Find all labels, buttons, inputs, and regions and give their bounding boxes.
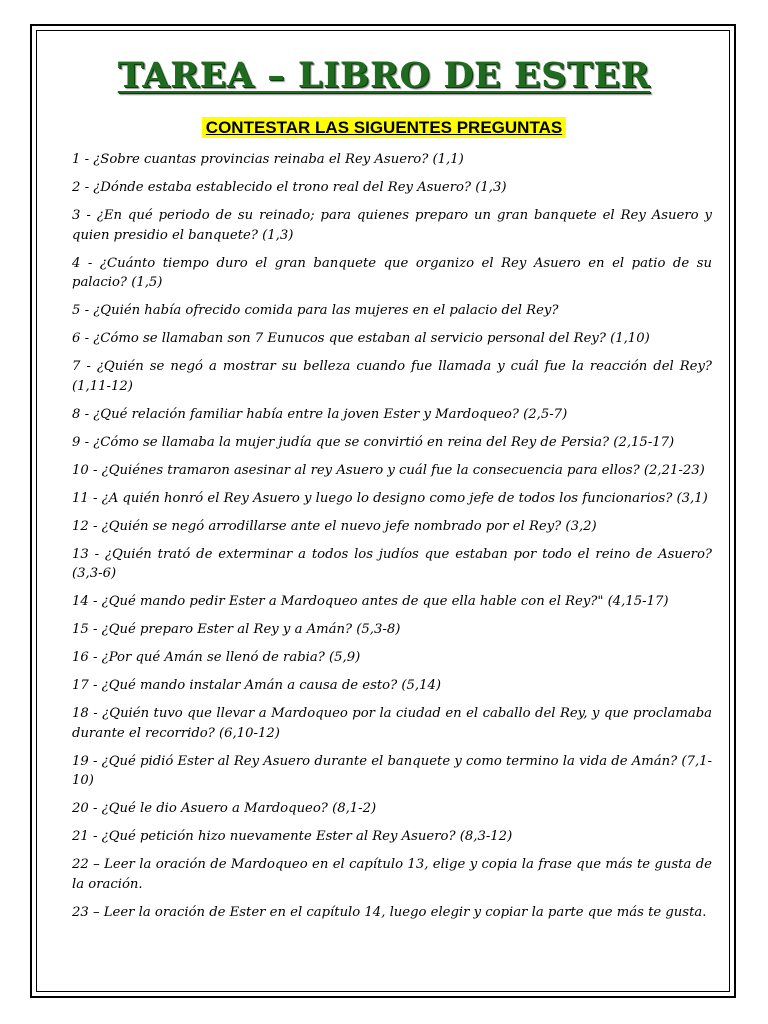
question-item: 7 - ¿Quién se negó a mostrar su belleza cuando fue llamada y cuál fue la reacción del Rey? (1,11-12) — [72, 359, 712, 394]
question-item: 16 - ¿Por qué Amán se llenó de rabia? (5,9) — [72, 650, 361, 665]
question-item: 19 - ¿Qué pidió Ester al Rey Asuero durante el banquete y como termino la vida de Amán? (7,1-10) — [72, 753, 712, 788]
question-item: 8 - ¿Qué relación familiar había entre la joven Ester y Mardoqueo? (2,5-7) — [72, 406, 568, 422]
question-item: 3 - ¿En qué periodo de su reinado; para quienes preparo un gran banquete el Rey Asuero y quien presidio el banquete? (1,3) — [72, 208, 712, 243]
question-item: 10 - ¿Quiénes tramaron asesinar al rey Asuero y cuál fue la consecuencia para ellos? (2,21-23) — [72, 462, 705, 478]
question-item: 13 - ¿Quién trató de exterminar a todos los judíos que estaban por todo el reino de Asuero? (3,3-6) — [72, 546, 712, 581]
page-subtitle: CONTESTAR LAS SIGUENTES PREGUNTAS — [202, 117, 566, 138]
question-item: 14 - ¿Qué mando pedir Ester a Mardoqueo antes de que ella hable con el Rey?" (4,15-17) — [72, 594, 669, 609]
question-item: 21 - ¿Qué petición hizo nuevamente Ester al Rey Asuero? (8,3-12) — [72, 829, 513, 844]
question-item: 9 - ¿Cómo se llamaba la mujer judía que se convirtió en reina del Rey de Persia? (2,15-17) — [72, 434, 675, 450]
question-list — [72, 150, 712, 931]
question-item: 11 - ¿A quién honró el Rey Asuero y luego lo designo como jefe de todos los funcionarios? (3,1) — [72, 490, 708, 506]
question-item: 15 - ¿Qué preparo Ester al Rey y a Amán? (5,3-8) — [72, 622, 401, 637]
question-item: 5 - ¿Quién había ofrecido comida para las mujeres en el palacio del Rey? — [72, 303, 559, 318]
question-item: 22 – Leer la oración de Mardoqueo en el capítulo 13, elige y copia la frase que más te gusta de la oración. — [72, 857, 712, 892]
subtitle-container — [0, 117, 768, 138]
question-item: 6 - ¿Cómo se llamaban son 7 Eunucos que estaban al servicio personal del Rey? (1,10) — [72, 331, 650, 346]
question-item: 4 - ¿Cuánto tiempo duro el gran banquete que organizo el Rey Asuero en el patio de su palacio? (1,5) — [72, 255, 712, 290]
question-item: 20 - ¿Qué le dio Asuero a Mardoqueo? (8,1-2) — [72, 801, 377, 816]
question-item: 18 - ¿Quién tuvo que llevar a Mardoqueo por la ciudad en el caballo del Rey, y que proclamaba durante el recorrido? (6,10-12) — [72, 706, 712, 741]
question-item: 17 - ¿Qué mando instalar Amán a causa de esto? (5,14) — [72, 678, 441, 693]
page-title: TAREA – LIBRO DE ESTER — [117, 55, 651, 96]
question-item: 2 - ¿Dónde estaba establecido el trono real del Rey Asuero? (1,3) — [72, 180, 507, 195]
question-item: 23 – Leer la oración de Ester en el capítulo 14, luego elegir y copiar la parte que más te gusta. — [72, 904, 707, 920]
question-item: 1 - ¿Sobre cuantas provincias reinaba el Rey Asuero? (1,1) — [72, 152, 464, 167]
question-item: 12 - ¿Quién se negó arrodillarse ante el nuevo jefe nombrado por el Rey? (3,2) — [72, 518, 597, 534]
